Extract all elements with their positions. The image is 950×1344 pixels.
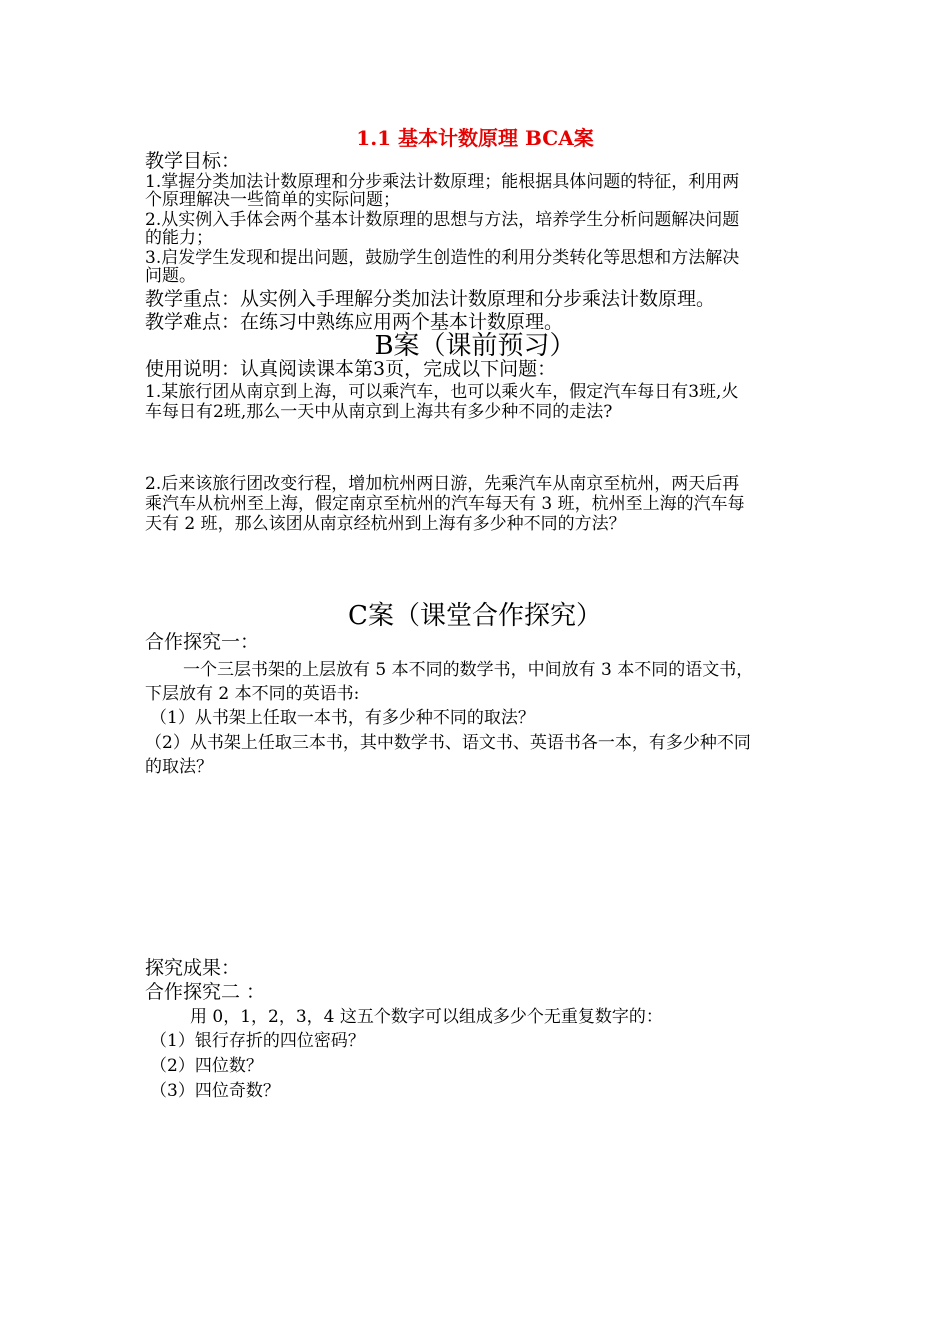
explore2-item: （2）四位数？	[150, 1056, 263, 1076]
result-heading: 探究成果：	[145, 957, 241, 979]
objective-line: 个原理解决一些简单的实际问题；	[145, 190, 400, 210]
usage-note: 使用说明：认真阅读课本第3页，完成以下问题：	[145, 358, 557, 380]
explore1-question-1: （1）从书架上任取一本书，有多少种不同的取法？	[150, 708, 535, 728]
question-b2-line: 2.后来该旅行团改变行程，增加杭州两日游，先乘汽车从南京至杭州，两天后再	[145, 474, 740, 494]
objective-line: 2.从实例入手体会两个基本计数原理的思想与方法，培养学生分析问题解决问题	[145, 210, 740, 230]
explore1-question-2-line: 的取法？	[145, 757, 213, 777]
section-c-heading: C案（课堂合作探究）	[348, 601, 602, 631]
explore2-text: 用 0，1，2，3，4 这五个数字可以组成多少个无重复数字的：	[190, 1007, 663, 1027]
objective-line: 问题。	[145, 266, 196, 286]
question-b2-line: 乘汽车从杭州至上海，假定南京至杭州的汽车每天有 3 班，杭州至上海的汽车每	[145, 494, 745, 514]
explore2-item: （3）四位奇数？	[150, 1081, 280, 1101]
objective-line: 1.掌握分类加法计数原理和分步乘法计数原理；能根据具体问题的特征，利用两	[145, 172, 740, 192]
explore1-text-line: 一个三层书架的上层放有 5 本不同的数学书，中间放有 3 本不同的语文书，	[183, 660, 754, 680]
explore2-item: （1）银行存折的四位密码？	[150, 1031, 365, 1051]
question-b1-line: 车每日有2班,那么一天中从南京到上海共有多少种不同的走法?	[145, 402, 613, 422]
document-title: 1.1 基本计数原理 BCA案	[356, 126, 594, 150]
explore1-text-line: 下层放有 2 本不同的英语书:	[145, 684, 360, 704]
objective-line: 3.启发学生发现和提出问题，鼓励学生创造性的利用分类转化等思想和方法解决	[145, 248, 740, 268]
objective-line: 的能力；	[145, 228, 213, 248]
explore1-question-2-line: （2）从书架上任取三本书，其中数学书、语文书、英语书各一本，有多少种不同	[145, 733, 751, 753]
explore1-heading: 合作探究一：	[145, 631, 260, 653]
difficulty: 教学难点：在练习中熟练应用两个基本计数原理。	[145, 311, 564, 333]
question-b1-line: 1.某旅行团从南京到上海，可以乘汽车，也可以乘火车，假定汽车每日有3班,火	[145, 382, 739, 402]
section-b-heading: B案（课前预习）	[374, 331, 576, 361]
explore2-heading: 合作探究二 ：	[145, 981, 266, 1003]
question-b2-line: 天有 2 班，那么该团从南京经杭州到上海有多少种不同的方法？	[145, 514, 626, 534]
objectives-heading: 教学目标：	[145, 150, 241, 172]
key-point: 教学重点：从实例入手理解分类加法计数原理和分步乘法计数原理。	[145, 288, 716, 310]
